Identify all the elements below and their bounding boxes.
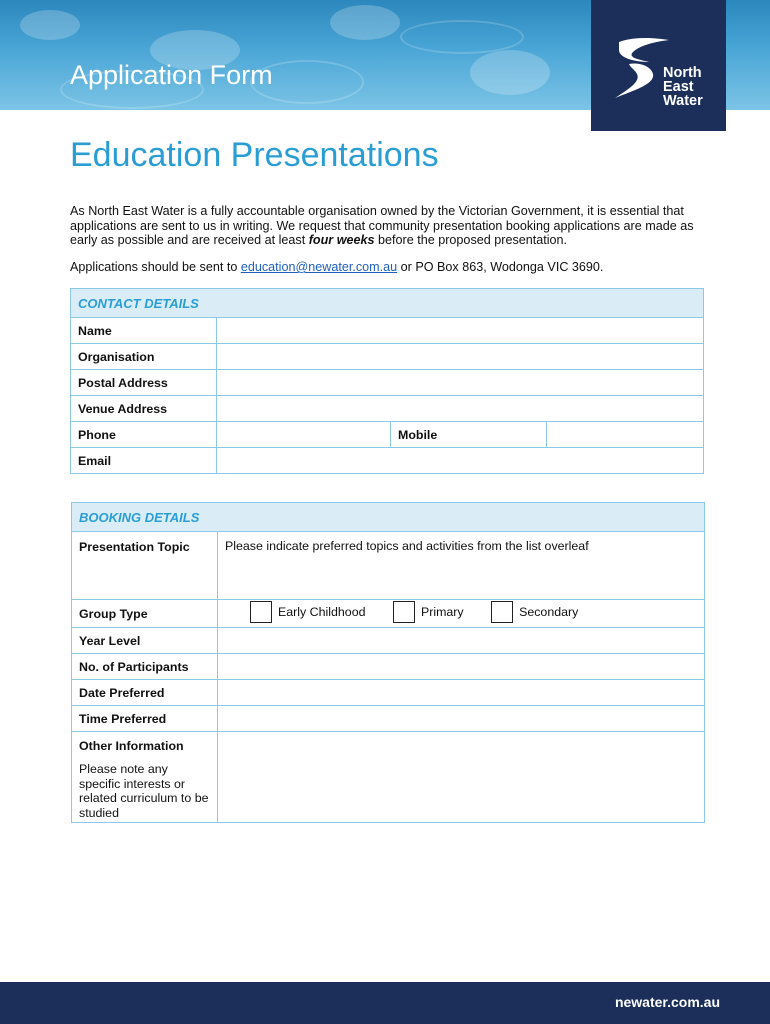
page-title: Education Presentations <box>70 136 439 174</box>
early-childhood-checkbox[interactable] <box>250 601 272 623</box>
presentation-topic-label: Presentation Topic <box>72 532 218 600</box>
date-preferred-label: Date Preferred <box>72 680 218 706</box>
group-type-options <box>218 600 705 628</box>
logo-word: East <box>663 79 694 95</box>
presentation-topic-field[interactable] <box>218 532 705 600</box>
secondary-checkbox[interactable] <box>491 601 513 623</box>
primary-checkbox[interactable] <box>393 601 415 623</box>
email-link[interactable]: education@newater.com.au <box>240 260 398 274</box>
banner-title: Application Form <box>70 60 273 90</box>
send-prefix: Applications should be sent to <box>70 260 241 274</box>
phone-label: Phone <box>71 422 217 448</box>
email-field[interactable] <box>217 448 704 474</box>
other-information-note: Please note any specific interests or related curriculum to be studied <box>79 762 209 820</box>
postal-address-label: Postal Address <box>71 370 217 396</box>
footer-bar <box>0 982 770 1024</box>
early-childhood-label: Early Childhood <box>278 605 366 619</box>
intro-text-end: before the proposed presentation. <box>374 233 568 248</box>
other-information-field[interactable] <box>218 732 705 823</box>
time-preferred-label: Time Preferred <box>72 706 218 732</box>
north-east-water-logo <box>591 0 726 131</box>
name-label: Name <box>71 318 217 344</box>
intro-emphasis: four weeks <box>308 233 375 248</box>
secondary-label: Secondary <box>519 605 579 619</box>
name-field[interactable] <box>217 318 704 344</box>
intro-text: As North East Water is a fully accountable organisation owned by the Victorian Government, it is essential that applications are sent to us in writing. We request that community presentation booking applications are made as early as possible and are received at least <box>70 204 694 248</box>
water-decoration <box>330 5 400 40</box>
other-information-label: Other Information <box>79 739 184 753</box>
participants-field[interactable] <box>218 654 705 680</box>
water-decoration <box>20 10 80 40</box>
year-level-label: Year Level <box>72 628 218 654</box>
logo-word: Water <box>663 93 703 109</box>
send-suffix: or PO Box 863, Wodonga VIC 3690. <box>397 260 604 274</box>
email-label: Email <box>71 448 217 474</box>
booking-details-table <box>71 502 705 823</box>
organisation-field[interactable] <box>217 344 704 370</box>
booking-details-heading: BOOKING DETAILS <box>72 503 705 532</box>
primary-label: Primary <box>420 605 464 619</box>
logo-wordmark <box>663 66 703 108</box>
water-decoration <box>470 50 550 95</box>
other-information-cell <box>72 732 218 823</box>
mobile-label: Mobile <box>391 422 547 448</box>
footer-website[interactable]: newater.com.au <box>614 994 720 1010</box>
postal-address-field[interactable] <box>217 370 704 396</box>
venue-address-field[interactable] <box>217 396 704 422</box>
water-decoration <box>400 20 524 54</box>
venue-address-label: Venue Address <box>71 396 217 422</box>
contact-details-table <box>70 288 704 474</box>
date-preferred-field[interactable] <box>218 680 705 706</box>
participants-label: No. of Participants <box>72 654 218 680</box>
logo-word: North <box>663 65 702 81</box>
phone-field[interactable] <box>217 422 391 448</box>
time-preferred-field[interactable] <box>218 706 705 732</box>
send-instructions <box>70 260 710 275</box>
contact-details-heading: CONTACT DETAILS <box>71 289 704 318</box>
intro-paragraph <box>70 204 710 248</box>
year-level-field[interactable] <box>218 628 705 654</box>
group-type-label: Group Type <box>72 600 218 628</box>
presentation-topic-hint: Please indicate preferred topics and activities from the list overleaf <box>225 539 589 553</box>
mobile-field[interactable] <box>547 422 704 448</box>
organisation-label: Organisation <box>71 344 217 370</box>
